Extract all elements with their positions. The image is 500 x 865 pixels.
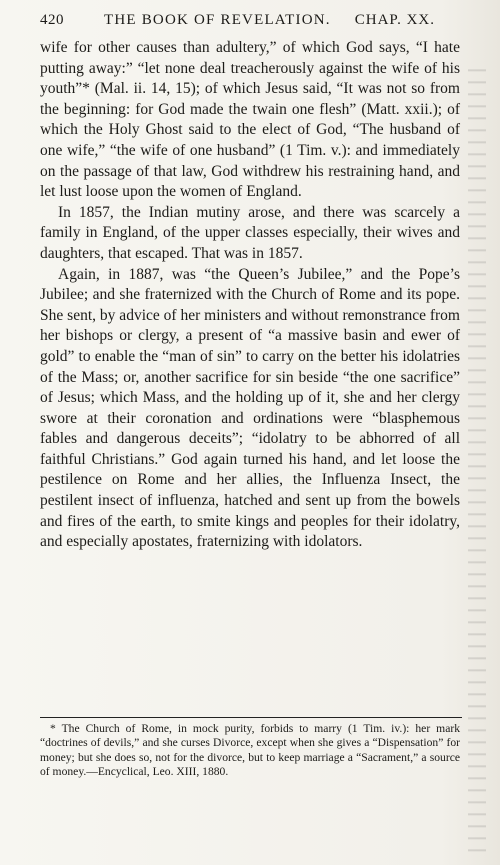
footnote-text: * The Church of Rome, in mock purity, forbids to marry (1 Tim. iv.): her mark “doctrines of devils,” and she curses Divorce, except when she gives a “Dispensation” for money; but she does so, not for the divorce, but to keep marriage a “Sacrament,” a source of money.—Encyclical, Leo. XIII, 1880.	[40, 722, 460, 779]
footnote-divider	[40, 717, 462, 718]
paragraph: Again, in 1887, was “the Queen’s Jubilee,” and the Pope’s Jubilee; and she fraternized with the Church of Rome and its pope. She sent, by advice of her ministers and without remonstrance from her bishops or clergy, a present of “a massive basin and ewer of gold” to enable the “man of sin” to carry on the better his idolatries of the Mass; or, another sacrifice for sin beside “the one sacrifice” of Jesus; which Mass, and the holding up of it, she and her clergy swore at their coronation and ordinations were “blasphemous fables and dangerous deceits”; “idolatry to be abhorred of all faithful Christians.” God again turned his hand, and let loose the pestilence on Rome and her allies, the Influenza Insect, the pestilent insect of influenza, hatched and sent up from the bowels and fires of the earth, to smite kings and peoples for their idolatry, and especially apostates, fraternizing with idolators.	[40, 265, 460, 551]
page-number: 420	[40, 12, 64, 28]
running-header	[40, 12, 435, 34]
paragraph: wife for other causes than adultery,” of which God says, “I hate putting away:” “let none deal treacherously against the wife of his youth”* (Mal. ii. 14, 15); of which Jesus said, “It was not so from the beginning: for God made the twain one flesh” (Matt. xxii.); of which the Holy Ghost said to the elect of God, “The husband of one wife,” “the wife of one husband” (1 Tim. v.): and immediately on the passage of that law, God withdrew his restraining hand, and let lust loose upon the women of England.	[40, 39, 460, 201]
footnote	[40, 722, 460, 780]
chapter-label: CHAP. XX.	[354, 12, 435, 28]
book-title: THE BOOK OF REVELATION.	[104, 12, 331, 28]
paragraph: In 1857, the Indian mutiny arose, and there was scarcely a family in England, of the upper classes especially, their wives and daughters, that escaped. That was in 1857.	[40, 203, 460, 262]
bleed-through-edge	[468, 60, 486, 860]
main-text	[40, 38, 460, 553]
